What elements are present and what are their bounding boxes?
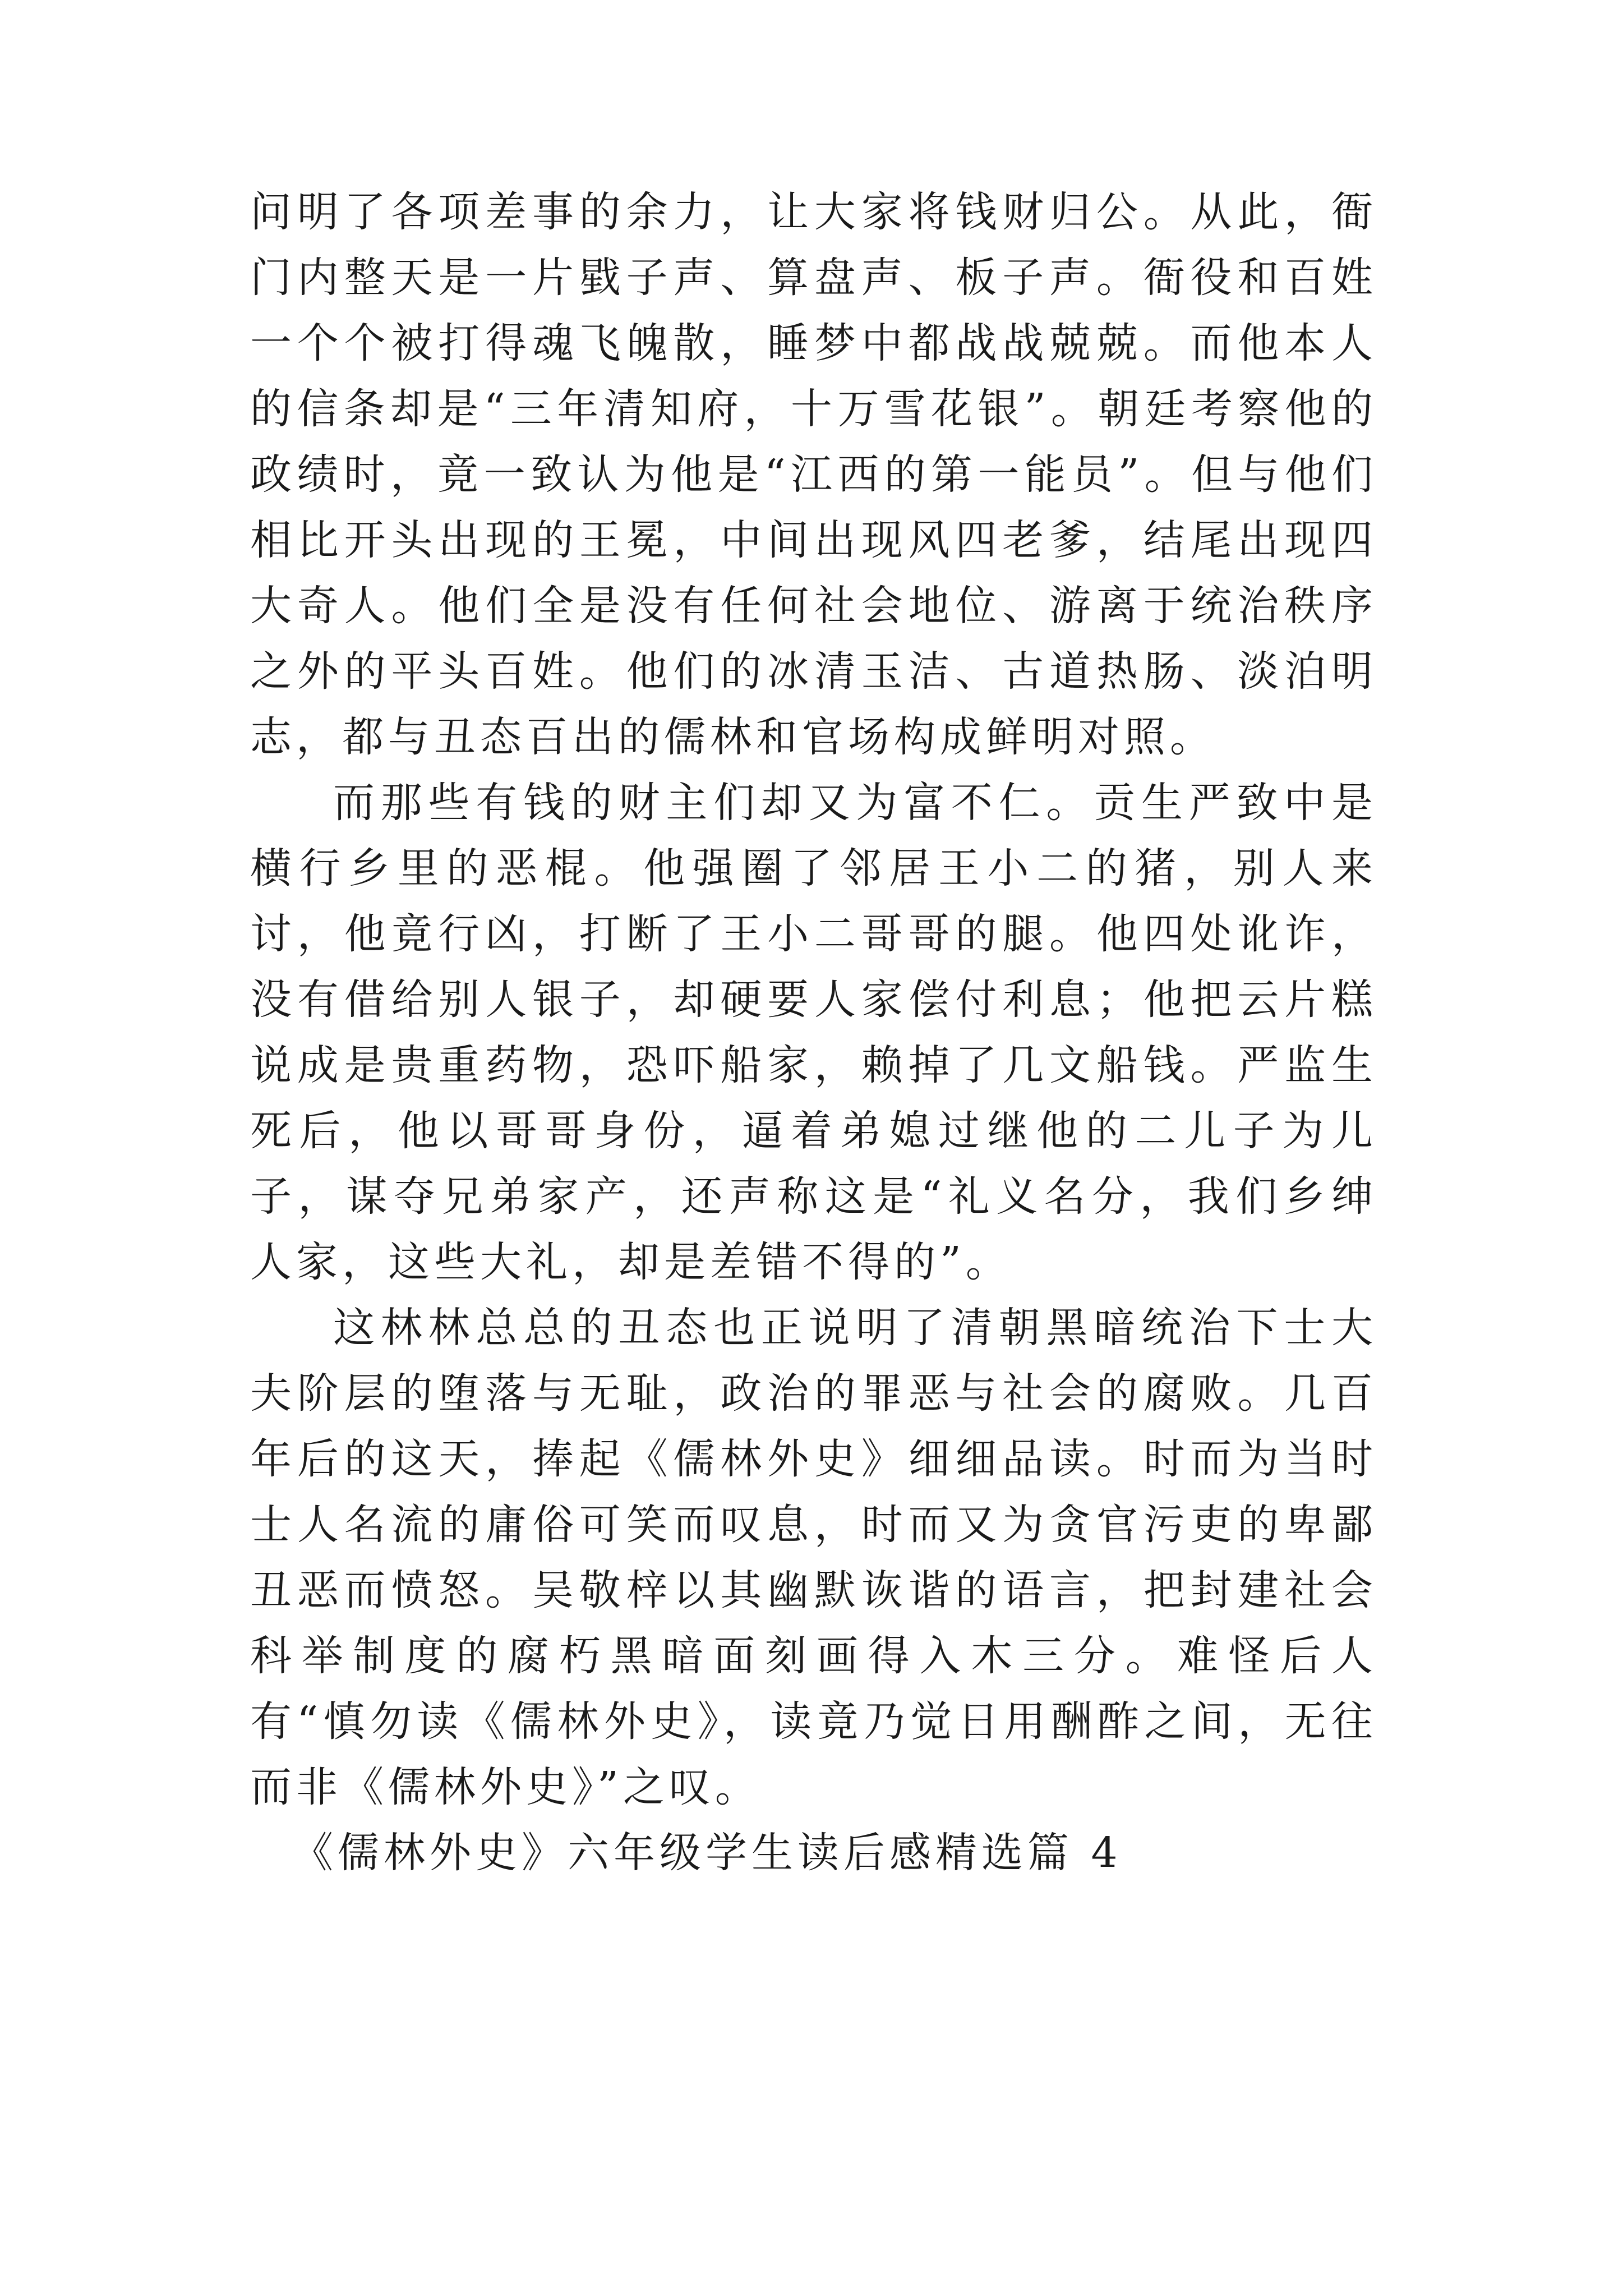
paragraph-2: 而那些有钱的财主们却又为富不仁。贡生严致中是横行乡里的恶棍。他强圈了邻居王小二的猪，别人来讨，他竟行凶，打断了王小二哥哥的腿。他四处讹诈，没有借给别人银子，却硬要人家偿付利息；他把云片糕说成是贵重药物，恐吓船家，赖掉了几文船钱。严监生死后，他以哥哥身份，逼着弟媳过继他的二儿子为儿子，谋夺兄弟家产，还声称这是“礼义名分，我们乡绅人家，这些大礼，却是差错不得的”。 [250,779,1377,1286]
document-body [250,180,1377,1886]
paragraph-1: 问明了各项差事的余力，让大家将钱财归公。从此，衙门内整天是一片戥子声、算盘声、板子声。衙役和百姓一个个被打得魂飞魄散，睡梦中都战战兢兢。而他本人的信条却是“三年清知府，十万雪花银”。朝廷考察他的政绩时，竟一致认为他是“江西的第一能员”。但与他们相比开头出现的王冕，中间出现风四老爹，结尾出现四大奇人。他们全是没有任何社会地位、游离于统治秩序之外的平头百姓。他们的冰清玉洁、古道热肠、淡泊明志，都与丑态百出的儒林和官场构成鲜明对照。 [250,188,1377,761]
paragraph-3: 这林林总总的丑态也正说明了清朝黑暗统治下士大夫阶层的堕落与无耻，政治的罪恶与社会的腐败。几百年后的这天，捧起《儒林外史》细细品读。时而为当时士人名流的庸俗可笑而叹息，时而又为贪官污吏的卑鄙丑恶而愤怒。吴敬梓以其幽默诙谐的语言，把封建社会科举制度的腐朽黑暗面刻画得入木三分。难怪后人有“慎勿读《儒林外史》，读竟乃觉日用酬酢之间，无往而非《儒林外史》”之叹。 [250,1304,1377,1811]
section-title: 《儒林外史》六年级学生读后感精选篇 4 [292,1829,1122,1877]
